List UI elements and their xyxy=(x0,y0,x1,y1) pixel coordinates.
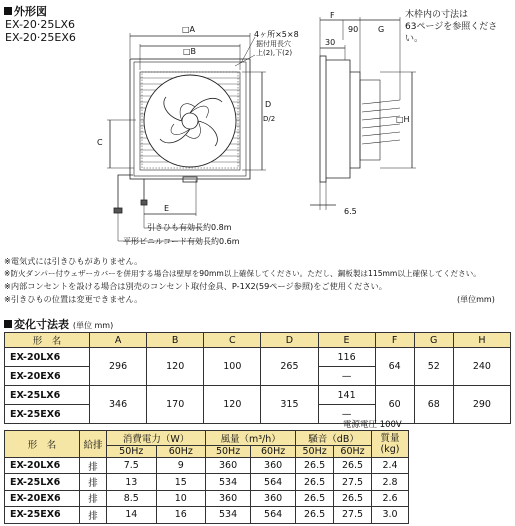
dim-e-label: E xyxy=(164,204,170,213)
table-row: EX-25EX6 — xyxy=(5,405,511,424)
table-row: EX-20EX6 — xyxy=(5,367,511,386)
dim-65-label: 6.5 xyxy=(344,207,357,216)
outline-section-title: 外形図 xyxy=(4,3,47,19)
hanger-label-1: 据付用長穴 xyxy=(256,40,291,48)
power-cord-label: 平形ビニルコード有効長約0.6m xyxy=(123,237,240,246)
side-body xyxy=(326,60,350,178)
dim-c-label: C xyxy=(97,138,103,147)
note-1: ※電気式には引きひもがありません。 xyxy=(4,256,143,266)
dim-table-title: 変化寸法表 (単位 mm) xyxy=(4,316,113,332)
note-3: ※内部コンセントを設ける場合は別売のコンセント取付金具、P-1X2(59ページ参照)をご使用ください。 xyxy=(4,281,387,291)
holes-label: 4ヶ所×5×8 xyxy=(254,30,299,39)
dim-90-label: 90 xyxy=(348,25,359,34)
spec-table-header: 形 名 給排 消費電力（W） 風量（m³/h） 騒音（dB） 質量 (kg) xyxy=(5,431,409,446)
table-row: EX-20EX6 排 8.5 10 360 360 26.5 26.5 2.6 xyxy=(5,490,409,506)
dim-f-label: F xyxy=(330,11,335,20)
fan-circle xyxy=(144,75,236,167)
unit-note: (単位mm) xyxy=(457,295,495,304)
note-2: ※防火ダンパー付ウェザーカバーを併用する場合は壁厚を90mm以上確保してください。ただし、鋼板製は115mm以上確保してください。 xyxy=(4,268,481,278)
table-row: EX-25LX6 346 170 120 315 141 60 68 290 xyxy=(5,386,511,405)
table-row: EX-25LX6 排 13 15 534 564 26.5 27.5 2.8 xyxy=(5,474,409,490)
dim-b-label: □B xyxy=(183,47,197,56)
power-cord xyxy=(118,175,133,208)
pull-cord-label: 引きひも有効長約0.8m xyxy=(147,223,232,232)
section-square-icon xyxy=(4,320,12,328)
table-row: EX-25EX6 排 14 16 534 564 26.5 27.5 3.0 xyxy=(5,507,409,523)
dim-table xyxy=(4,332,511,424)
note-4: ※引きひもの位置は変更できません。 xyxy=(4,293,143,304)
table-row: EX-20LX6 296 120 100 265 116 64 52 240 xyxy=(5,348,511,367)
reference-note: 木枠内の寸法は 63ページを参照ください。 xyxy=(405,10,498,44)
dim-a-label: □A xyxy=(182,25,196,34)
table-row: EX-20LX6 排 7.5 9 360 360 26.5 26.5 2.4 xyxy=(5,458,409,474)
voltage-note: 電源電圧 100V xyxy=(343,420,402,430)
hanger-label-2: 上(2),下(2) xyxy=(256,49,293,57)
dim-table-header: 形 名 A B C D E F G H xyxy=(5,333,511,348)
dim-30-label: 30 xyxy=(325,38,336,47)
side-vanes xyxy=(362,100,400,144)
side-panel xyxy=(320,56,326,182)
dim-d-label: D xyxy=(265,100,272,109)
dim-h-label: □H xyxy=(396,115,410,124)
spec-table-subheader: 50Hz 60Hz 50Hz 60Hz 50Hz 60Hz xyxy=(5,446,409,458)
outline-model-1: EX-20·25LX6 xyxy=(5,18,76,31)
dim-g-label: G xyxy=(378,25,385,34)
notes xyxy=(4,255,481,305)
outline-model-2: EX-20·25EX6 xyxy=(5,31,76,44)
dim-d2-label: D/2 xyxy=(263,115,276,123)
spec-table xyxy=(4,430,409,524)
